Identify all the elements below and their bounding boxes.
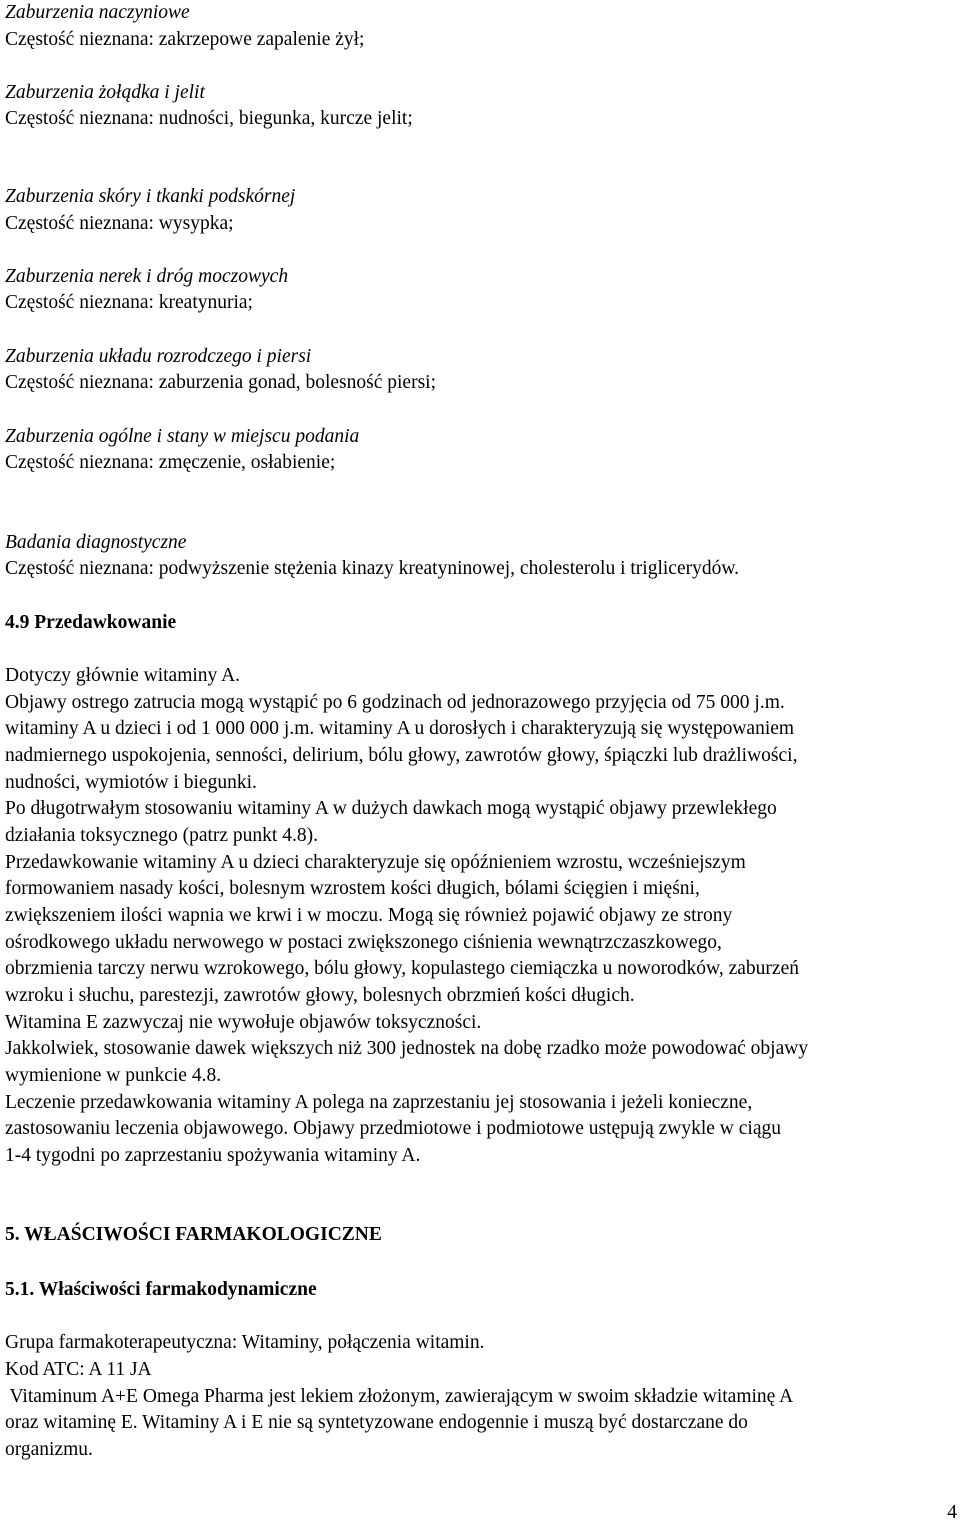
overdose-line: Witamina E zazwyczaj nie wywołuje objawów toksyczności. bbox=[5, 1012, 482, 1033]
overdose-line: Przedawkowanie witaminy A u dzieci charakteryzuje się opóźnieniem wzrostu, wcześniejszym bbox=[5, 852, 746, 873]
side-effect-text: Częstość nieznana: zmęczenie, osłabienie; bbox=[5, 452, 336, 473]
subsection-title-pharmacodynamic: 5.1. Właściwości farmakodynamiczne bbox=[5, 1279, 317, 1300]
overdose-line: ośrodkowego układu nerwowego w postaci zwiększonego ciśnienia wewnątrzczaszkowego, bbox=[5, 932, 722, 953]
side-effect-text: Częstość nieznana: wysypka; bbox=[5, 213, 234, 234]
overdose-line: zwiększeniem ilości wapnia we krwi i w moczu. Mogą się również pojawić objawy ze strony bbox=[5, 905, 733, 926]
side-effect-heading: Zaburzenia skóry i tkanki podskórnej bbox=[5, 186, 296, 207]
overdose-line: wymienione w punkcie 4.8. bbox=[5, 1065, 222, 1086]
overdose-line: Jakkolwiek, stosowanie dawek większych niż 300 jednostek na dobę rzadko może powodować objawy bbox=[5, 1038, 809, 1059]
section-title-overdose: 4.9 Przedawkowanie bbox=[5, 612, 177, 633]
side-effect-text: Częstość nieznana: podwyższenie stężenia kinazy kreatyninowej, cholesterolu i triglicerydów. bbox=[5, 558, 740, 579]
pharmacology-line: Vitaminum A+E Omega Pharma jest lekiem złożonym, zawierającym w swoim składzie witaminę A bbox=[5, 1386, 794, 1407]
side-effect-heading: Zaburzenia układu rozrodczego i piersi bbox=[5, 346, 312, 367]
side-effect-heading: Zaburzenia naczyniowe bbox=[5, 2, 190, 23]
overdose-line: Objawy ostrego zatrucia mogą wystąpić po 6 godzinach od jednorazowego przyjęcia od 75 000 j.m. bbox=[5, 692, 785, 713]
side-effect-heading: Zaburzenia ogólne i stany w miejscu podania bbox=[5, 426, 360, 447]
pharmacology-line: Grupa farmakoterapeutyczna: Witaminy, połączenia witamin. bbox=[5, 1332, 485, 1353]
section-title-pharmacological: 5. WŁAŚCIWOŚCI FARMAKOLOGICZNE bbox=[5, 1224, 382, 1245]
overdose-line: Dotyczy głównie witaminy A. bbox=[5, 665, 241, 686]
overdose-line: działania toksycznego (patrz punkt 4.8). bbox=[5, 825, 318, 846]
side-effect-heading: Badania diagnostyczne bbox=[5, 532, 187, 553]
overdose-line: nudności, wymiotów i biegunki. bbox=[5, 772, 257, 793]
overdose-line: wzroku i słuchu, parestezji, zawrotów głowy, bolesnych obrzmień kości długich. bbox=[5, 985, 635, 1006]
overdose-line: witaminy A u dzieci i od 1 000 000 j.m. witaminy A u dorosłych i charakteryzują się występowaniem bbox=[5, 718, 795, 739]
overdose-line: 1-4 tygodni po zaprzestaniu spożywania witaminy A. bbox=[5, 1145, 421, 1166]
overdose-line: nadmiernego uspokojenia, senności, delirium, bólu głowy, zawrotów głowy, śpiączki lub drażliwości, bbox=[5, 745, 798, 766]
side-effect-text: Częstość nieznana: kreatynuria; bbox=[5, 292, 253, 313]
side-effect-heading: Zaburzenia żołądka i jelit bbox=[5, 82, 205, 103]
overdose-line: Leczenie przedawkowania witaminy A polega na zaprzestaniu jej stosowania i jeżeli konieczne, bbox=[5, 1092, 753, 1113]
overdose-line: zastosowaniu leczenia objawowego. Objawy przedmiotowe i podmiotowe ustępują zwykle w ciągu bbox=[5, 1118, 781, 1139]
side-effect-text: Częstość nieznana: nudności, biegunka, kurcze jelit; bbox=[5, 108, 413, 129]
side-effect-text: Częstość nieznana: zakrzepowe zapalenie żył; bbox=[5, 29, 365, 50]
pharmacology-line: Kod ATC: A 11 JA bbox=[5, 1359, 152, 1380]
overdose-line: Po długotrwałym stosowaniu witaminy A w dużych dawkach mogą wystąpić objawy przewlekłego bbox=[5, 798, 777, 819]
pharmacology-line: oraz witaminę E. Witaminy A i E nie są syntetyzowane endogennie i muszą być dostarczane do bbox=[5, 1412, 748, 1433]
page-number: 4 bbox=[947, 1502, 957, 1523]
side-effect-text: Częstość nieznana: zaburzenia gonad, bolesność piersi; bbox=[5, 372, 437, 393]
overdose-line: obrzmienia tarczy nerwu wzrokowego, bólu głowy, kopulastego ciemiączka u noworodków, zaburzeń bbox=[5, 958, 799, 979]
side-effect-heading: Zaburzenia nerek i dróg moczowych bbox=[5, 266, 289, 287]
pharmacology-line: organizmu. bbox=[5, 1439, 93, 1460]
overdose-line: formowaniem nasady kości, bolesnym wzrostem kości długich, bólami ścięgien i mięśni, bbox=[5, 878, 700, 899]
